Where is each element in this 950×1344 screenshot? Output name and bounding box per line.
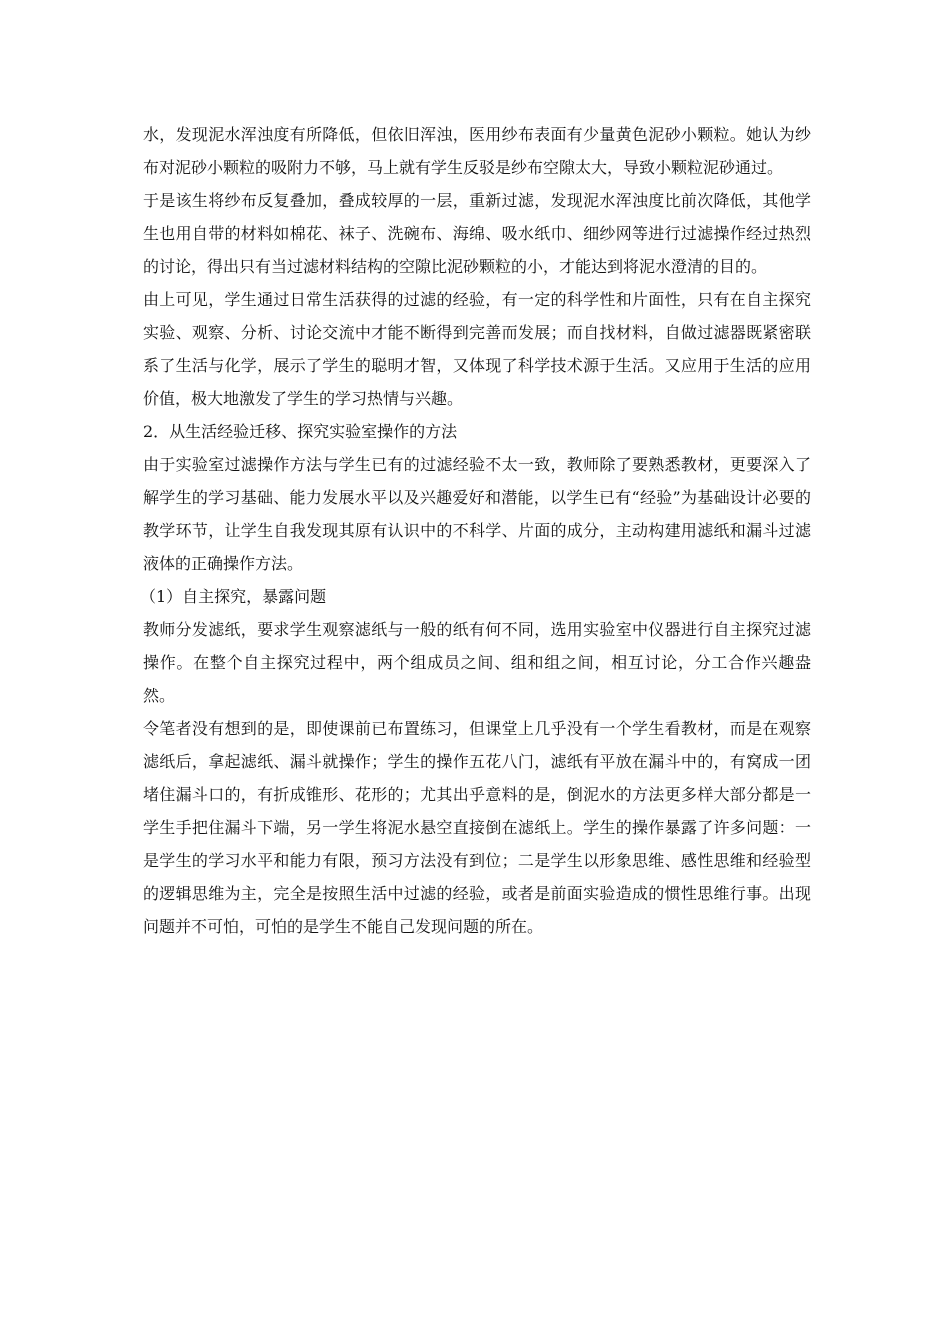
- document-body: [140, 118, 811, 943]
- paragraph: 由上可见，学生通过日常生活获得的过滤的经验，有一定的科学性和片面性，只有在自主探究实验、观察、分析、讨论交流中才能不断得到完善而发展；而自找材料，自做过滤器既紧密联系了生活与化学，展示了学生的聪明才智，又体现了科学技术源于生活。又应用于生活的应用价值，极大地激发了学生的学习热情与兴趣。: [143, 290, 811, 408]
- section-heading: 2．从生活经验迁移、探究实验室操作的方法: [143, 422, 458, 441]
- paragraph: 由于实验室过滤操作方法与学生已有的过滤经验不太一致，教师除了要熟悉教材，更要深入了解学生的学习基础、能力发展水平以及兴趣爱好和潜能，以学生已有“经验”为基础设计必要的教学环节，让学生自我发现其原有认识中的不科学、片面的成分，主动构建用滤纸和漏斗过滤液体的正确操作方法。: [143, 455, 811, 573]
- paragraph: 于是该生将纱布反复叠加，叠成较厚的一层，重新过滤，发现泥水浑浊度比前次降低，其他学生也用自带的材料如棉花、袜子、洗碗布、海绵、吸水纸巾、细纱网等进行过滤操作经过热烈的讨论，得出只有当过滤材料结构的空隙比泥砂颗粒的小，才能达到将泥水澄清的目的。: [143, 191, 811, 276]
- paragraph: 水，发现泥水浑浊度有所降低，但依旧浑浊，医用纱布表面有少量黄色泥砂小颗粒。她认为纱布对泥砂小颗粒的吸附力不够，马上就有学生反驳是纱布空隙太大，导致小颗粒泥砂通过。: [143, 125, 811, 177]
- subsection-heading: （1）自主探究，暴露问题: [140, 587, 327, 606]
- paragraph: 教师分发滤纸，要求学生观察滤纸与一般的纸有何不同，选用实验室中仪器进行自主探究过滤操作。在整个自主探究过程中，两个组成员之间、组和组之间，相互讨论，分工合作兴趣盎然。: [143, 620, 811, 705]
- paragraph: 令笔者没有想到的是，即使课前已布置练习，但课堂上几乎没有一个学生看教材，而是在观察滤纸后，拿起滤纸、漏斗就操作；学生的操作五花八门，滤纸有平放在漏斗中的，有窝成一团堵住漏斗口的，有折成锥形、花形的；尤其出乎意料的是，倒泥水的方法更多样大部分都是一学生手把住漏斗下端，另一学生将泥水悬空直接倒在滤纸上。学生的操作暴露了许多问题：一是学生的学习水平和能力有限，预习方法没有到位；二是学生以形象思维、感性思维和经验型的逻辑思维为主，完全是按照生活中过滤的经验，或者是前面实验造成的惯性思维行事。出现问题并不可怕，可怕的是学生不能自己发现问题的所在。: [143, 719, 811, 936]
